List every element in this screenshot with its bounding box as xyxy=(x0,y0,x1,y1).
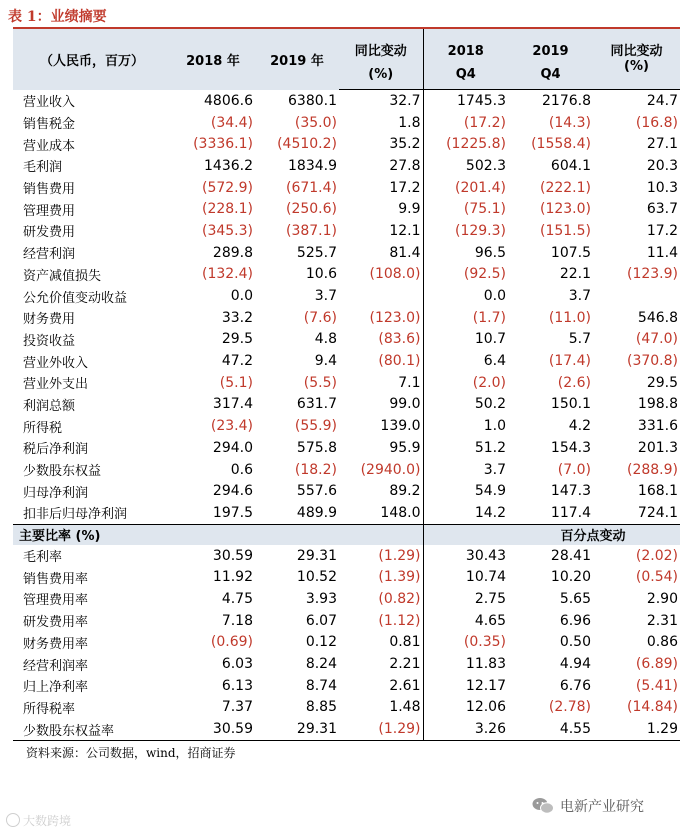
cell-value: 10.74 xyxy=(423,566,508,588)
ratio-row xyxy=(13,632,680,654)
cell-value: 294.0 xyxy=(212,439,253,456)
ratio-row xyxy=(13,566,680,588)
table-row xyxy=(13,264,680,286)
cell-value: (14.84) xyxy=(626,699,678,716)
cell-value: 0.50 xyxy=(559,634,591,651)
cell-value: 1745.3 xyxy=(423,90,508,112)
cell-value: 29.5 xyxy=(221,331,253,348)
table-row xyxy=(13,372,680,394)
cell-value: 9.9 xyxy=(398,201,421,218)
cell-value: 0.12 xyxy=(305,634,337,651)
cell-value: (108.0) xyxy=(369,266,421,283)
cell-value: (17.4) xyxy=(548,353,591,370)
row-label: 管理费用率 xyxy=(23,593,89,609)
header-q-2019: 2019 xyxy=(508,29,593,59)
cell-value: 6.07 xyxy=(305,612,337,629)
cell-value: 22.1 xyxy=(559,266,591,283)
cell-value: (18.2) xyxy=(294,461,337,478)
cell-value: 8.24 xyxy=(305,656,337,673)
cell-value: (151.5) xyxy=(539,222,591,239)
cell-value: 6.76 xyxy=(559,677,591,694)
table-row xyxy=(13,242,680,264)
cell-value: 11.4 xyxy=(646,244,678,261)
cell-value: (7.6) xyxy=(303,309,337,326)
cell-value: 168.1 xyxy=(637,483,678,500)
header-yoy: 同比变动 xyxy=(339,29,423,59)
table-row xyxy=(13,415,680,437)
cell-value: 1.8 xyxy=(398,114,421,131)
cell-value: (47.0) xyxy=(635,331,678,348)
row-label: 所得税率 xyxy=(23,701,76,717)
cell-value: 12.17 xyxy=(423,675,508,697)
header-q4-2019: Q4 xyxy=(508,59,593,90)
cell-value: 1.0 xyxy=(423,415,508,437)
cell-value: 6380.1 xyxy=(288,92,337,109)
cell-value: (0.69) xyxy=(210,634,253,651)
cell-value: 198.8 xyxy=(637,396,678,413)
table-row xyxy=(13,133,680,155)
cell-value: 117.4 xyxy=(550,504,591,521)
cell-value: (23.4) xyxy=(210,418,253,435)
cell-value: 1.48 xyxy=(389,699,421,716)
cell-value: (123.9) xyxy=(626,266,678,283)
cell-value: 10.3 xyxy=(646,179,678,196)
cell-value: 11.83 xyxy=(423,653,508,675)
header-2019: 2019 年 xyxy=(255,29,339,90)
cell-value: 51.2 xyxy=(423,437,508,459)
cell-value: (35.0) xyxy=(294,114,337,131)
cell-value: 12.1 xyxy=(389,222,421,239)
table-row xyxy=(13,198,680,220)
cell-value: 8.74 xyxy=(305,677,337,694)
cell-value: 33.2 xyxy=(221,309,253,326)
row-label: 资产减值损失 xyxy=(23,268,102,284)
cell-value: (1558.4) xyxy=(531,136,591,153)
cell-value: 7.18 xyxy=(221,612,253,629)
cell-value: 4.8 xyxy=(314,331,337,348)
cell-value: 197.5 xyxy=(212,504,253,521)
row-label: 毛利润 xyxy=(23,160,63,176)
watermark-left xyxy=(6,812,71,829)
cell-value: 4.94 xyxy=(559,656,591,673)
cell-value: 96.5 xyxy=(423,242,508,264)
cell-value: 50.2 xyxy=(423,394,508,416)
cell-value: (250.6) xyxy=(285,201,337,218)
source-note: 资料来源：公司数据，wind，招商证券 xyxy=(26,746,236,760)
cell-value: (1.7) xyxy=(423,307,508,329)
row-label: 销售费用 xyxy=(23,182,76,198)
table-title: 表 1：业绩摘要 xyxy=(8,9,107,25)
ratio-row xyxy=(13,653,680,675)
watermark-right xyxy=(532,796,644,819)
cell-value: (5.5) xyxy=(303,374,337,391)
cell-value: (75.1) xyxy=(423,198,508,220)
cell-value: 47.2 xyxy=(221,353,253,370)
cell-value: 27.8 xyxy=(389,157,421,174)
watermark-logo-icon xyxy=(6,813,20,827)
cell-value: 7.37 xyxy=(221,699,253,716)
cell-value: 7.1 xyxy=(398,374,421,391)
row-label: 财务费用 xyxy=(23,312,76,328)
cell-value: (17.2) xyxy=(423,112,508,134)
cell-value: (0.35) xyxy=(423,632,508,654)
cell-value: 6.13 xyxy=(221,677,253,694)
row-label: 营业成本 xyxy=(23,138,76,154)
cell-value: 4.65 xyxy=(423,610,508,632)
cell-value: (387.1) xyxy=(285,222,337,239)
cell-value: (0.54) xyxy=(635,569,678,586)
cell-value: 29.31 xyxy=(296,547,337,564)
cell-value: 4.55 xyxy=(508,718,593,740)
header-2018: 2018 年 xyxy=(171,29,255,90)
cell-value: (34.4) xyxy=(210,114,253,131)
cell-value: (5.1) xyxy=(219,374,253,391)
row-label: 营业收入 xyxy=(23,95,76,111)
cell-value xyxy=(339,285,423,307)
row-label: 归上净利率 xyxy=(23,680,89,696)
cell-value: (14.3) xyxy=(548,114,591,131)
table-row xyxy=(13,329,680,351)
cell-value: 1834.9 xyxy=(288,157,337,174)
cell-value: 3.93 xyxy=(305,590,337,607)
cell-value: 9.4 xyxy=(314,353,337,370)
row-label: 营业外支出 xyxy=(23,377,89,393)
cell-value: (5.41) xyxy=(635,677,678,694)
cell-value: 3.7 xyxy=(568,288,591,305)
cell-value: 2.61 xyxy=(389,677,421,694)
row-label: 公允价值变动收益 xyxy=(23,290,128,306)
header-q-2018: 2018 xyxy=(423,29,508,59)
cell-value xyxy=(593,285,680,307)
cell-value: (16.8) xyxy=(635,114,678,131)
cell-value: (132.4) xyxy=(201,266,253,283)
cell-value: (2.0) xyxy=(423,372,508,394)
cell-value: 89.2 xyxy=(389,483,421,500)
cell-value: 557.6 xyxy=(296,483,337,500)
cell-value: (7.0) xyxy=(557,461,591,478)
header-q4-2018: Q4 xyxy=(423,59,508,90)
cell-value: (11.0) xyxy=(548,309,591,326)
cell-value: 4.2 xyxy=(568,418,591,435)
cell-value: (55.9) xyxy=(294,418,337,435)
cell-value: 6.96 xyxy=(559,612,591,629)
cell-value: 1.29 xyxy=(593,718,680,740)
cell-value: 99.0 xyxy=(389,396,421,413)
row-label: 营业外收入 xyxy=(23,355,89,371)
row-label: 经营利润率 xyxy=(23,658,89,674)
cell-value: 54.9 xyxy=(423,480,508,502)
cell-value: 95.9 xyxy=(389,439,421,456)
cell-value: 4806.6 xyxy=(204,92,253,109)
cell-value: (1.39) xyxy=(378,569,421,586)
cell-value: 2.90 xyxy=(646,590,678,607)
cell-value: 3.7 xyxy=(314,288,337,305)
cell-value: 154.3 xyxy=(550,439,591,456)
cell-value: 4.75 xyxy=(221,590,253,607)
row-label: 少数股东权益率 xyxy=(13,718,171,740)
cell-value: 27.1 xyxy=(646,136,678,153)
cell-value: (1.12) xyxy=(378,612,421,629)
cell-value: 575.8 xyxy=(296,439,337,456)
ratio-row xyxy=(13,718,680,740)
cell-value: 0.81 xyxy=(389,634,421,651)
cell-value: 201.3 xyxy=(637,439,678,456)
cell-value: 10.20 xyxy=(550,569,591,586)
table-row xyxy=(13,394,680,416)
cell-value: (6.89) xyxy=(635,656,678,673)
cell-value: (3336.1) xyxy=(193,136,253,153)
cell-value: 546.8 xyxy=(637,309,678,326)
cell-value: (228.1) xyxy=(201,201,253,218)
table-row xyxy=(13,459,680,481)
header-q-yoy: 同比变动 xyxy=(593,29,680,59)
row-label: 税后净利润 xyxy=(23,442,89,458)
table-row xyxy=(13,177,680,199)
row-label: 财务费用率 xyxy=(23,636,89,652)
table-row xyxy=(13,350,680,372)
cell-value: 107.5 xyxy=(550,244,591,261)
ratio-row xyxy=(13,545,680,567)
cell-value: 148.0 xyxy=(380,504,421,521)
table-row xyxy=(13,285,680,307)
cell-value: 317.4 xyxy=(212,396,253,413)
cell-value: 24.7 xyxy=(646,92,678,109)
cell-value: 12.06 xyxy=(423,697,508,719)
cell-value: 32.7 xyxy=(389,92,421,109)
cell-value: (2.6) xyxy=(557,374,591,391)
cell-value: 294.6 xyxy=(212,483,253,500)
cell-value: 525.7 xyxy=(296,244,337,261)
cell-value: 150.1 xyxy=(550,396,591,413)
ratio-row xyxy=(13,675,680,697)
cell-value: 5.65 xyxy=(559,590,591,607)
cell-value: 489.9 xyxy=(296,504,337,521)
cell-value: 17.2 xyxy=(389,179,421,196)
cell-value: 28.41 xyxy=(550,547,591,564)
row-label: 利润总额 xyxy=(23,398,76,414)
cell-value: (671.4) xyxy=(285,179,337,196)
row-label: 归母净利润 xyxy=(23,485,89,501)
cell-value: 502.3 xyxy=(423,155,508,177)
cell-value: 10.52 xyxy=(296,569,337,586)
cell-value: 30.59 xyxy=(171,718,255,740)
cell-value: 2176.8 xyxy=(542,92,591,109)
cell-value: (2.02) xyxy=(635,547,678,564)
cell-value: 2.21 xyxy=(389,656,421,673)
watermark-right-text: 电新产业研究 xyxy=(560,799,644,815)
cell-value: 0.86 xyxy=(646,634,678,651)
cell-value: (92.5) xyxy=(423,264,508,286)
cell-value: (345.3) xyxy=(201,222,253,239)
section-ratios-label: 主要比率 (%) xyxy=(13,524,423,545)
table-row xyxy=(13,112,680,134)
results-summary-table xyxy=(13,29,680,741)
cell-value: 20.3 xyxy=(646,157,678,174)
cell-value: 17.2 xyxy=(646,222,678,239)
cell-value: 81.4 xyxy=(389,244,421,261)
cell-value: (123.0) xyxy=(369,309,421,326)
header-unit: （人民币，百万） xyxy=(13,29,171,90)
header-yoy-unit: (%) xyxy=(339,59,423,90)
cell-value: 63.7 xyxy=(646,201,678,218)
cell-value: (572.9) xyxy=(201,179,253,196)
cell-value: 30.43 xyxy=(423,545,508,567)
cell-value: 147.3 xyxy=(550,483,591,500)
cell-value: 14.2 xyxy=(423,502,508,524)
cell-value: 8.85 xyxy=(305,699,337,716)
cell-value: 35.2 xyxy=(389,136,421,153)
row-label: 研发费用 xyxy=(23,225,76,241)
cell-value: (4510.2) xyxy=(277,136,337,153)
header-q-yoy-unit: (%) xyxy=(593,59,680,90)
cell-value: 10.7 xyxy=(423,329,508,351)
table-row xyxy=(13,155,680,177)
cell-value: 10.6 xyxy=(305,266,337,283)
cell-value: 331.6 xyxy=(637,418,678,435)
cell-value: (80.1) xyxy=(378,353,421,370)
cell-value: (222.1) xyxy=(539,179,591,196)
cell-value: (288.9) xyxy=(626,461,678,478)
table-row xyxy=(13,220,680,242)
cell-value: 3.7 xyxy=(423,459,508,481)
section-pct-change-label: 百分点变动 xyxy=(508,524,680,545)
row-label: 投资收益 xyxy=(23,333,76,349)
cell-value: (129.3) xyxy=(423,220,508,242)
cell-value: 3.26 xyxy=(423,718,508,740)
ratio-row xyxy=(13,697,680,719)
row-label: 少数股东权益 xyxy=(23,464,102,480)
table-row xyxy=(13,502,680,524)
ratio-row xyxy=(13,588,680,610)
cell-value: (123.0) xyxy=(539,201,591,218)
cell-value: 0.0 xyxy=(423,285,508,307)
table-row xyxy=(13,437,680,459)
row-label: 毛利率 xyxy=(23,550,63,566)
cell-value: (1.29) xyxy=(378,547,421,564)
cell-value: 6.4 xyxy=(423,350,508,372)
table-row xyxy=(13,90,680,112)
cell-value: 11.92 xyxy=(212,569,253,586)
cell-value: 604.1 xyxy=(550,157,591,174)
cell-value: 0.0 xyxy=(230,288,253,305)
cell-value: 289.8 xyxy=(212,244,253,261)
table-row xyxy=(13,480,680,502)
ratio-row xyxy=(13,610,680,632)
cell-value: (1225.8) xyxy=(423,133,508,155)
cell-value: 724.1 xyxy=(637,504,678,521)
cell-value: (2.78) xyxy=(548,699,591,716)
watermark-left-text: 大数跨境 xyxy=(23,814,72,828)
cell-value: (83.6) xyxy=(378,331,421,348)
cell-value: 2.75 xyxy=(423,588,508,610)
row-label: 销售税金 xyxy=(23,117,76,133)
cell-value: 1436.2 xyxy=(204,157,253,174)
cell-value: 6.03 xyxy=(221,656,253,673)
row-label: 所得税 xyxy=(23,420,63,436)
cell-value: (201.4) xyxy=(423,177,508,199)
cell-value: (0.82) xyxy=(378,590,421,607)
cell-value: (2940.0) xyxy=(360,461,421,478)
cell-value: 5.7 xyxy=(568,331,591,348)
cell-value: (1.29) xyxy=(339,718,423,740)
wechat-icon xyxy=(532,797,554,819)
cell-value: (370.8) xyxy=(626,353,678,370)
row-label: 管理费用 xyxy=(23,203,76,219)
row-label: 销售费用率 xyxy=(23,571,89,587)
cell-value: 29.5 xyxy=(646,374,678,391)
row-label: 经营利润 xyxy=(23,247,76,263)
cell-value: 631.7 xyxy=(296,396,337,413)
row-label: 扣非后归母净利润 xyxy=(23,507,128,523)
cell-value: 0.6 xyxy=(230,461,253,478)
cell-value: 30.59 xyxy=(212,547,253,564)
table-row xyxy=(13,307,680,329)
row-label: 研发费用率 xyxy=(23,615,89,631)
cell-value: 29.31 xyxy=(255,718,339,740)
cell-value: 139.0 xyxy=(380,418,421,435)
cell-value: 2.31 xyxy=(646,612,678,629)
